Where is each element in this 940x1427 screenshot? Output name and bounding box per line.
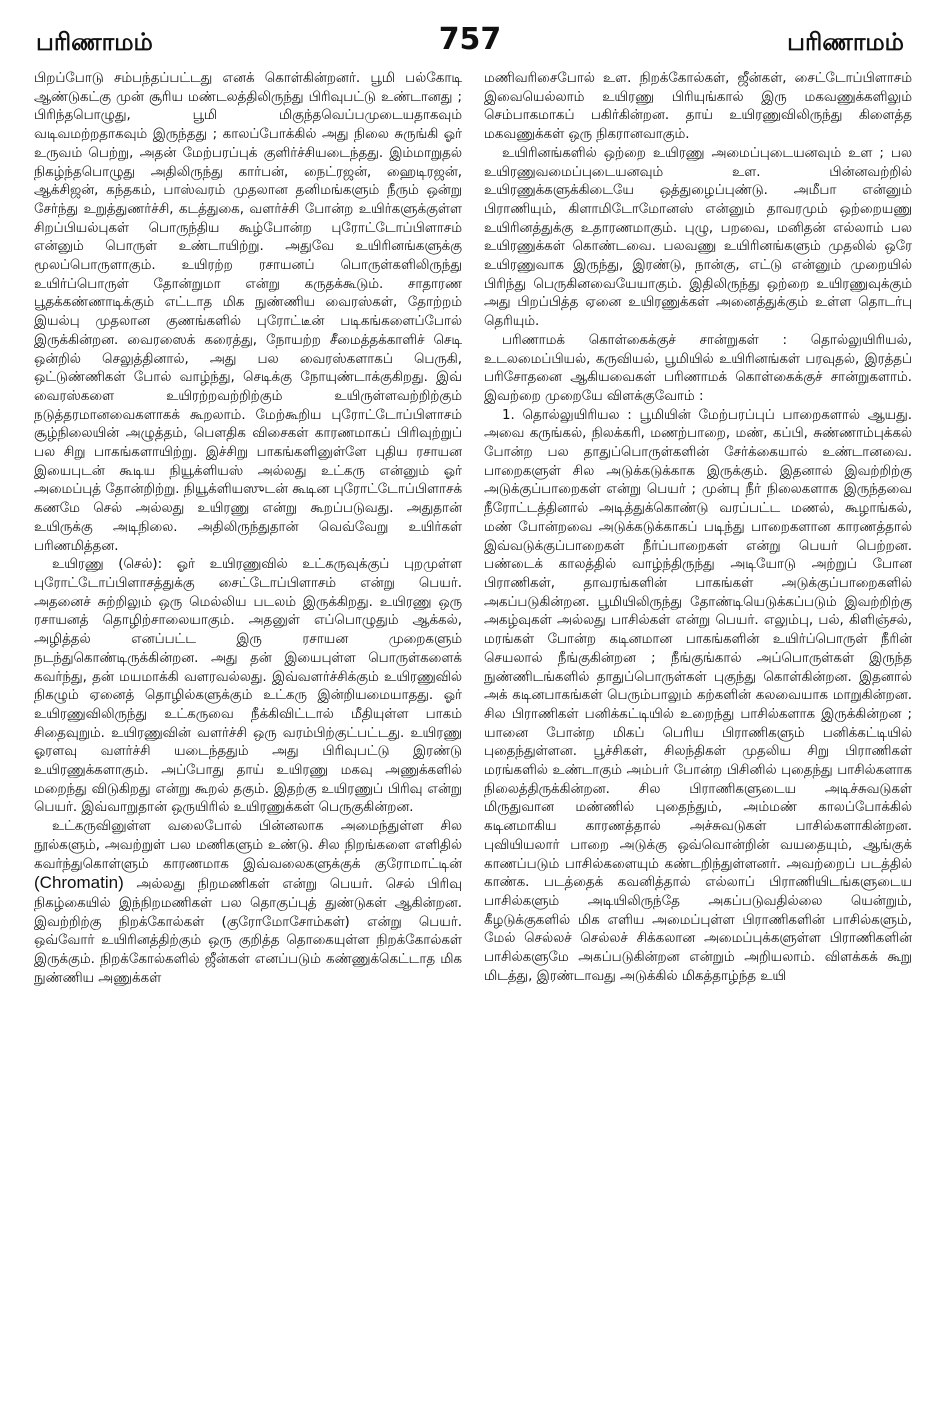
header-title-left: பரிணாமம் [36, 28, 153, 56]
paragraph-origin-of-life: பிறப்போடு சம்பந்தப்பட்டது எனக் கொள்கின்றனர். பூமி பல்கோடி ஆண்டுகட்கு முன் சூரிய மண்டலத்திலிருந்து பிரிவுபட்டு உண்டானது ; பிரிந்தபொழுது, பூமி மிகுந்தவெப்பமுடையதாகவும் வடிவமற்றதாகவும் இருந்தது ; காலப்போக்கில் அது நிலை சுருங்கி ஓர் உருவம் பெற்று, அதன் மேற்பரப்புக் குளிர்ச்சியடைந்தது. இம்மாறுதல் நிகழ்ந்தபொழுது அதிலிருந்து கார்பன், நைட்ரஜன், ஹைடிரஜன், ஆக்சிஜன், கந்தகம், பாஸ்வரம் முதலான தனிமங்களும் நீரும் ஒன்று சேர்ந்து உறுத்துணர்ச்சி, கடத்துகை, வளர்ச்சி போன்ற உயிர்களுக்குள்ள சிறப்பியல்புகள் பொருந்திய கூழ்போன்ற புரோட்டோப்பிளாசம் என்னும் பொருள் உண்டாயிற்று. அதுவே உயிரினங்களுக்கு மூலப்பொருளாகும். உயிரற்ற ரசாயனப் பொருள்களிலிருந்து உயிர்ப்பொருள் தோன்றுமா என்று கருதக்கூடும். சாதாரண பூதக்கண்ணாடிக்கும் எட்டாத மிக நுண்ணிய வைரஸ்கள், தோற்றம் இயல்பு முதலான குணங்களில் புரோட்டீன் படிகங்களைப்போல் இருக்கின்றன. வைரஸைக் கரைத்து, நோயற்ற சீமைத்தக்காளிச் செடி ஒன்றில் செலுத்தினால், அது பல வைரஸ்களாகப் பெருகி, ஒட்டுண்ணிகள் போல் வாழ்ந்து, செடிக்கு நோயுண்டாக்குகிறது. இவ் வைரஸ்களை உயிரற்றவற்றிற்கும் உயிருள்ளவற்றிற்கும் நடுத்தரமானவைகளாகக் கூறலாம். மேற்கூறிய புரோட்டோப்பிளாசம் சூழ்நிலையின் அழுத்தம், பௌதிக விசைகள் காரணமாகப் பிரிவுற்றுப் பல சிறு பாகங்களாயிற்று. இச்சிறு பாகங்களினுள்ளே புதிய ரசாயன இயைபுடன் கூடிய நியூக்ளியஸ் அல்லது உட்கரு என்னும் ஓர் அமைப்புத் தோன்றிற்று. நியூக்ளியஸுடன் கூடின புரோட்டோப்பிளாசக் கணமே செல் அல்லது உயிரணு என்று கூறப்படுவது. அதுதான் உயிருக்கு அடிநிலை. அதிலிருந்துதான் வெவ்வேறு உயிர்கள் பரிணமித்தன. [34, 71, 462, 554]
right-column [484, 70, 912, 1415]
paragraph-unicellular: உயிரினங்களில் ஒற்றை உயிரணு அமைப்புடையனவும் உள ; பல உயிரணுவமைப்புடையனவும் உள. பின்னவற்றில் உயிரணுக்களுக்கிடையே ஒத்துழைப்புண்டு. அமீபா என்னும் பிராணியும், கிளாமிடோமோனஸ் என்னும் தாவரமும் ஒற்றையணு உயிரினத்துக்கு உதாரணமாகும். புழு, பறவை, மனிதன் எல்லாம் பல உயிரணுக்கள் கொண்டவை. பலவணு உயிரினங்களும் முதலில் ஒரே உயிரணுவாக இருந்து, இரண்டு, நான்கு, எட்டு என்னும் முறையில் பிரிந்து பெருகினவையேயாகும். இதிலிருந்து ஒற்றை உயிரணுவுக்கும் அது பிறப்பித்த ஏனை உயிரணுக்கள் அனைத்துக்கும் உள்ள தொடர்பு தெரியும். [484, 145, 912, 330]
chromatin-text-a: உட்கருவினுள்ள வலைபோல் பின்னலாக அமைந்துள்ள சில நூல்களும், அவற்றுள் பல மணிகளும் உண்டு. சில நிறங்களை எளிதில் கவர்ந்துகொள்ளும் காரணமாக இவ்வலைகளுக்குக் குரோமாட்டின் [34, 819, 462, 872]
header-title-right: பரிணாமம் [787, 28, 904, 56]
paragraph-chromatin [34, 818, 462, 988]
running-header [36, 22, 904, 62]
chromatin-text-b: அல்லது நிறமணிகள் என்று பெயர். செல் பிரிவு நிகழ்கையில் இந்நிறமணிகள் பல தொகுப்புத் துண்டுகள் ஆகின்றன. இவற்றிற்கு நிறக்கோல்கள் (குரோமோசோம்கள்) என்று பெயர். ஒவ்வோர் உயிரினத்திற்கும் ஒரு குறித்த தொகையுள்ள நிறக்கோல்கள் இருக்கும். நிறக்கோல்களில் ஜீன்கள் எனப்படும் கண்ணுக்கெட்டாத மிக நுண்ணிய அணுக்கள் [34, 877, 462, 986]
page-number: 757 [438, 22, 502, 57]
chromatin-latin-term: (Chromatin) [34, 873, 124, 893]
left-column [34, 70, 462, 1415]
paragraph-paleontology: 1. தொல்லுயிரியல : பூமியின் மேற்பரப்புப் பாறைகளால் ஆயது. அவை கருங்கல், நிலக்கரி, மணற்பாறை, மண், கப்பி, சுண்ணாம்புக்கல் போன்ற பல தாதுப்பொருள்களின் சேர்க்கையால் உண்டானவை. பாறைகளுள் சில அடுக்கடுக்காக இருக்கும். இதனால் இவற்றிற்கு அடுக்குப்பாறைகள் என்று பெயர் ; முன்பு நீர் நிலைகளாக இருந்தவை நீரோட்டத்தினால் அடித்துக்கொண்டு வரப்பட்ட மணல், கூழாங்கல், மண் போன்றவை அடுக்கடுக்காகப் படிந்து பாறைகளான காரணத்தால் இவ்வடுக்குப்பாறைகள் நீர்ப்பாறைகள் என்று பெயர் பெற்றன. பண்டைக் காலத்தில் வாழ்ந்திருந்து அடியோடு அற்றுப் போன பிராணிகள், தாவரங்களின் பாகங்கள் அடுக்குப்பாறைகளில் அகப்படுகின்றன. பூமியிலிருந்து தோண்டியெடுக்கப்படும் இவற்றிற்கு அகழ்வுகள் அல்லது பாசில்கள் என்று பெயர். எலும்பு, பல், கிளிஞ்சல், மரங்கள் போன்ற கடினமான பாகங்களின் உயிர்ப்பொருள் நீரின் செயலால் நீங்குகின்றன ; நீங்குங்கால் அப்பொருள்கள் இருந்த நுண்ணிடங்களில் தாதுப்பொருள்கள் புகுந்து கொள்கின்றன. இதனால் அக் கடினபாகங்கள் பெரும்பாலும் கற்களின் கலவையாக மாறுகின்றன. சில பிராணிகள் பனிக்கட்டியில் உறைந்து பாசில்களாக இருக்கின்றன ; யானை போன்ற மிகப் பெரிய பிராணிகளும் பனிக்கட்டியில் புதைந்துள்ளன. பூச்சிகள், சிலந்திகள் முதலிய சிறு பிராணிகள் மரங்களில் உண்டாகும் அம்பர் போன்ற பிசினில் புதைந்து பாசில்களாக நிலைத்திருக்கின்றன. சில பிராணிகளுடைய அடிச்சுவடுகள் மிருதுவான மண்ணில் புதைந்தும், அம்மண் காலப்போக்கில் கடினமாகிய காரணத்தால் அச்சுவடுகள் பாசில்களாகின்றன. புவியியலார் பாறை அடுக்கு ஒவ்வொன்றின் வயதையும், ஆங்குக் காணப்படும் பாசில்களையும் கண்டறிந்துள்ளனர். அவற்றைப் படத்தில் காண்க. படத்தைக் கவனித்தால் எல்லாப் பிராணியிடங்களுடைய பாசில்களும் அடியிலிருந்தே அகப்படுவதில்லை யென்றும், கீழடுக்குகளில் மிக எளிய அமைப்புள்ள பிராணிகளின் பாசில்களும், மேல் செல்லச் செல்லச் சிக்கலான அமைப்புக்களுள்ள பிராணிகளின் பாசில்களுமே அகப்படுகின்றன என்றும் அறியலாம். விளக்கக் கூறு மிடத்து, இரண்டாவது அடுக்கில் மிகத்தாழ்ந்த உயி [484, 407, 912, 984]
paragraph-evidence: பரிணாமக் கொள்கைக்குச் சான்றுகள் : தொல்லுயிரியல், உடலமைப்பியல், கருவியல், பூமியில் உயிரினங்கள் பரவுதல், இரத்தப் பரிசோதனை ஆகியவைகள் பரிணாமக் கொள்கைக்குச் சான்றுகளாம். இவற்றை முறையே விளக்குவோம் : [484, 332, 912, 404]
paragraph-cell: உயிரணு (செல்): ஓர் உயிரணுவில் உட்கருவுக்குப் புறமுள்ள புரோட்டோப்பிளாசத்துக்கு சைட்டோப்பிளாசம் என்று பெயர். அதனைச் சுற்றிலும் ஒரு மெல்லிய படலம் இருக்கிறது. உயிரணு ஒரு ரசாயனத் தொழிற்சாலையாகும். அதனுள் எப்பொழுதும் ஆக்கல், அழித்தல் எனப்பட்ட இரு ரசாயன முறைகளும் நடந்துகொண்டிருக்கின்றன. அது தன் இயைபுள்ள பொருள்களைக் கவர்ந்து, தன் மயமாக்கி வளரவல்லது. இவ்வளர்ச்சிக்கும் உயிரணுவில் நிகழும் ஏனைத் தொழில்களுக்கும் உட்கரு இன்றியமையாதது. ஓர் உயிரணுவிலிருந்து உட்கருவை நீக்கிவிட்டால் மீதியுள்ள பாகம் சிதைவுறும். உயிரணுவின் வளர்ச்சி ஒரு வரம்பிற்குட்பட்டது. உயிரணு ஓரளவு வளர்ச்சி யடைந்ததும் அது பிரிவுபட்டு இரண்டு உயிரணுக்களாகும். அப்போது தாய் உயிரணு மகவு அணுக்களில் மறைந்து விடுகிறது என்று கூறல் தகும். இதற்கு உயிரணுப் பிரிவு என்று பெயர். இவ்வாறுதான் ஒருயிரில் உயிரணுக்கள் பெருகுகின்றன. [34, 557, 462, 816]
paragraph-genes-continued: மணிவரிசைபோல் உள. நிறக்கோல்கள், ஜீன்கள், சைட்டோப்பிளாசம் இவையெல்லாம் உயிரணு பிரியுங்கால் இரு மகவணுக்களிலும் செம்பாகமாகப் பகிர்கின்றன. தாய் உயிரணுவிலிருந்து கிளைத்த மகவணுக்கள் ஒரு நிகரானவாகும். [484, 71, 912, 143]
